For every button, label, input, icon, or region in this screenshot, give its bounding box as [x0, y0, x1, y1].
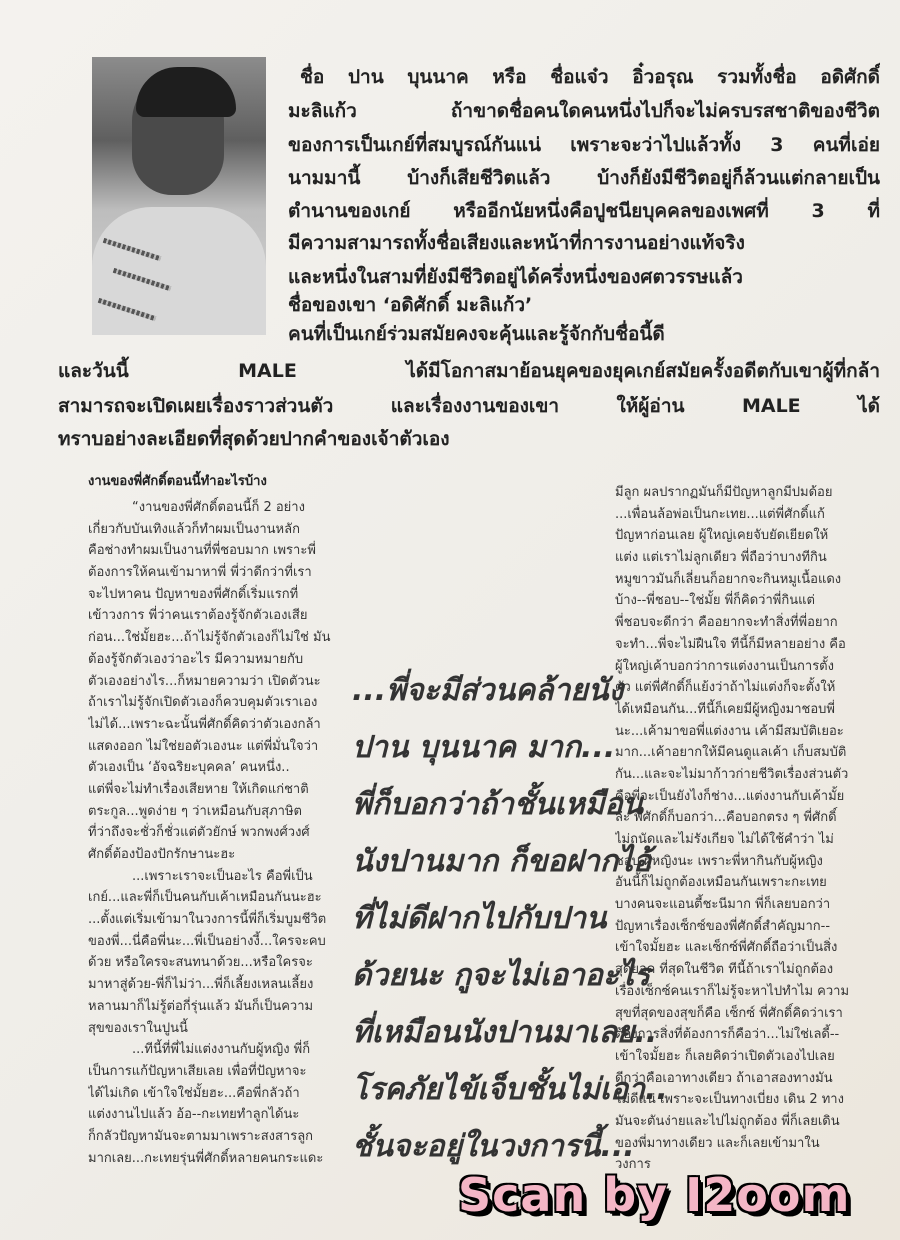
body-text-line: จะทำ...พี่จะไม่ฝืนใจ ทีนี้ก็มีหลายอย่าง คือ [615, 636, 846, 652]
body-text-line: แต่ง แต่เราไม่ลูกเดียว พี่ถือว่าบางทีกิน [615, 550, 827, 566]
body-text-line: แต่งงานไปแล้ว อ้อ--กะเทยทำลูกได้นะ [88, 1107, 300, 1123]
body-text-line: หมูขาวมันก็เลี่ยนก็อยากจะกินหมูเนื้อแดง [615, 571, 842, 587]
pull-quote-line: โรคภัยไข้เจ็บชั้นไม่เอา.. [352, 1072, 668, 1107]
body-text-line: ของพี่...นี่คือพี่นะ...พี่เป็นอย่างงี้...ใครจะคบ [88, 933, 326, 949]
intro-line: ทราบอย่างละเอียดที่สุดด้วยปากคำของเจ้าตัวเอง [58, 428, 450, 450]
body-text-line: ไม่ดีแน่ เพราะจะเป็นทางเบี่ยง เดิน 2 ทาง [615, 1092, 844, 1108]
body-text-line: ได้เหมือนกัน...ทีนี้ก็เคยมีผู้หญิงมาชอบพี่ [615, 701, 835, 717]
body-text-line: สุขที่สุดของสุขก็คือ เซ็กซ์ พี่ศักดิ์คิดว่าเรา [615, 1005, 843, 1021]
body-text-line: ก่อน...ใช่มั้ยฮะ...ถ้าไม่รู้จักตัวเองก็ไม่ใช่ มัน [88, 630, 331, 646]
body-text-line: สุดยอด ที่สุดในชีวิต ทีนี้ถ้าเราไม่ถูกต้อง [615, 962, 834, 978]
body-text-line: จะไปหาคน ปัญหาของพี่ศักดิ์เริ่มแรกที่ [88, 586, 299, 602]
body-text-line: นะ...เค้ามาขอพี่แต่งงาน เค้ามีสมบัติเยอะ [615, 723, 844, 739]
body-text-line: มาหาสู่ด้วย-พี่ก็ไม่ว่า...พี่ก็เลี้ยงเหลนเลี้ยง [88, 977, 314, 993]
intro-line: สามารถจะเปิดเผยเรื่องราวส่วนตัว และเรื่องงานของเขา ให้ผู้อ่าน MALE ได้ [58, 395, 880, 417]
body-text-line: ต้องการให้คนเข้ามาหาพี่ พี่ว่าดีกว่าที่เรา [88, 565, 312, 581]
body-text-line: เป็นการแก้ปัญหาเสียเลย เพื่อที่ปัญหาจะ [88, 1063, 307, 1079]
intro-line: ชื่อของเขา ‘อดิศักดิ์ มะลิแก้ว’ [288, 294, 533, 316]
section-heading: งานของพี่ศักดิ์ตอนนี้ทำอะไรบ้าง [88, 474, 267, 489]
body-text-line: ที่ว่าถึงจะชั่วก็ชั่วแต่ตัวยักษ์ พวกพงศ์วงศ์ [88, 825, 310, 841]
body-text-line: มันจะตันง่ายและไปไม่ถูกต้อง พี่ก็เลยเดิน [615, 1113, 840, 1129]
body-text-line: เข้าใจมั้ยฮะ และเซ็กซ์พี่ศักดิ์ถือว่าเป็นสิ่ง [615, 940, 838, 956]
body-text-line: เรื่องเซ็กซ์คนเราก็ไม่รู้จะหาไปทำไม ความ [615, 983, 850, 999]
body-text-line: คือช่างทำผมเป็นงานที่พี่ชอบมาก เพราะพี่ [88, 543, 316, 559]
watermark: Scan by I2oom [458, 1168, 851, 1222]
left-column [88, 470, 348, 1169]
body-text-line: ตระกูล...พูดง่าย ๆ ว่าเหมือนกับสุภาษิต [88, 803, 302, 819]
body-text-line: ปัญหาก่อนเลย ผู้ใหญ่เคยจับยัดเยียดให้ [615, 528, 829, 544]
body-text-line: บางคนจะแอนตี้ชะนีมาก พี่ก็เลยบอกว่า [615, 897, 831, 913]
body-text-line: วงการ [615, 1157, 651, 1173]
body-text-line: มากเลย...กะเทยรุ่นพี่ศักดิ์หลายคนกระแดะ [88, 1150, 324, 1166]
body-text-line: เกย์...และพี่ก็เป็นคนกับเค้าเหมือนกันนะฮะ [88, 890, 322, 906]
intro-line: มะลิแก้ว ถ้าขาดชื่อคนใดคนหนึ่งไปก็จะไม่ครบรสชาติของชีวิต [288, 100, 880, 122]
body-text-line: ตัวเองเป็น ‘อัจฉริยะบุคคล’ คนหนึ่ง.. [88, 760, 290, 776]
body-text-line: มีลูก ผลปรากฏมันก็มีปัญหาลูกมีปมด้อย [615, 485, 833, 500]
pull-quote-line: ปาน บุนนาค มาก... [352, 730, 616, 765]
body-text-line: ต้องรู้จักตัวเองว่าอะไร มีความหมายกับ [88, 651, 304, 667]
body-text-line: แต่พี่จะไม่ทำเรื่องเสียหาย ให้เกิดแก่ชาติ [88, 781, 309, 797]
pull-quote-line: ที่เหมือนนังปานมาเลย.. [352, 1015, 658, 1050]
body-text-line: บ้าง--พี่ชอบ--ใช่มั้ย พี่ก็คิดว่าพี่กินแต่ [615, 593, 815, 609]
intro-line: มีความสามารถทั้งชื่อเสียงและหน้าที่การงานอย่างแท้จริง [288, 232, 745, 254]
intro-line: ชื่อ ปาน บุนนาค หรือ ชื่อแจ๋ว อิ๋วอรุณ รวมทั้งชื่อ อดิศักดิ์ [300, 66, 880, 88]
body-text-line: ...ทีนี้ที่พี่ไม่แต่งงานกับผู้หญิง พี่ก็ [132, 1042, 311, 1058]
body-text-line: มาก...เค้าอยากให้มีคนดูแลเค้า เก็บสมบัติ [615, 745, 847, 761]
body-text-line: อันนี้ก็ไม่ถูกต้องเหมือนกันเพราะกะเทย [615, 875, 827, 891]
body-text-line: ได้ไม่เกิด เข้าใจใช่มั้ยฮะ...คือพี่กลัวถ้า [88, 1085, 300, 1101]
pull-quote-line: ด้วยนะ กูจะไม่เอาอะไร [352, 958, 651, 993]
body-text-line: ไม่ถนัดและไม่รังเกียจ ไม่ได้ใช้คำว่า ไม่ [615, 832, 834, 847]
body-text-line: ศักดิ์ต้องป้องปักรักษานะฮะ [88, 847, 236, 862]
body-text-line: ตัวเองอย่างไร...ก็หมายความว่า เปิดตัวนะ [88, 673, 321, 689]
intro-line: ของการเป็นเกย์ที่สมบูรณ์กันแน่ เพราะจะว่าไปแล้วทั้ง 3 คนที่เอ่ย [288, 134, 880, 156]
body-text-line: ของพี่มาทางเดียว และก็เลยเข้ามาใน [615, 1135, 820, 1151]
body-text-line: กัน...และจะไม่มาก้าวก่ายชีวิตเรื่องส่วนตัว [615, 766, 849, 782]
intro-line: และหนึ่งในสามที่ยังมีชีวิตอยู่ได้ครึ่งหนึ่งของศตวรรษแล้ว [288, 266, 743, 288]
right-column [615, 482, 887, 1176]
intro-line: ตำนานของเกย์ หรืออีกนัยหนึ่งคือปูชนียบุคคลของเพศที่ 3 ที่ [288, 200, 880, 222]
body-text-line: ...เพราะเราจะเป็นอะไร คือพี่เป็น [132, 868, 313, 884]
body-text-line: หลานมาก็ไม่รู้ต่อกี่รุ่นแล้ว มันก็เป็นความ [88, 998, 314, 1014]
body-text-line: ต้องการสิ่งที่ต้องการก็คือว่า...ไม่ใช่เลดี้-- [615, 1027, 840, 1043]
body-text-line: ปัญหาเรื่องเซ็กซ์ของพี่ศักดิ์สำคัญมาก-- [615, 918, 831, 934]
body-text-line: เกี่ยวกับบันเทิงแล้วก็ทำผมเป็นงานหลัก [88, 521, 300, 537]
portrait-photo [92, 57, 266, 335]
pull-quote-line: พี่ก็บอกว่าถ้าชั้นเหมือน [352, 787, 644, 822]
body-text-line: ...ตั้งแต่เริ่มเข้ามาในวงการนี้พี่ก็เริ่มบูมชีวิต [88, 912, 327, 928]
pull-quote-line: ชั้นจะอยู่ในวงการนี้... [352, 1129, 635, 1164]
body-text-line: ด้วย หรือใครจะสนทนาด้วย...หรือใครจะ [88, 955, 313, 971]
body-text-line: ถ้าเราไม่รู้จักเปิดตัวเองก็ควบคุมตัวเราเอง [88, 695, 318, 711]
photo-hair [136, 67, 236, 117]
intro-line: และวันนี้ MALE ได้มีโอกาสมาย้อนยุคของยุคเกย์สมัยครั้งอดีตกับเขาผู้ที่กล้า [58, 360, 880, 382]
body-text-line: ก็กลัวปัญหามันจะตามมาเพราะสงสารลูก [88, 1128, 314, 1144]
intro-line: นามมานี้ บ้างก็เสียชีวิตแล้ว บ้างก็ยังมีชีวิตอยู่ก็ล้วนแต่กลายเป็น [288, 167, 880, 189]
body-text-line: สุขของเราในปูนนี้ [88, 1020, 188, 1036]
body-text-line: คือพี่จะเป็นยังไงก็ช่าง...แต่งงานกับเค้ามั้ย [615, 788, 845, 804]
body-text-line: “งานของพี่ศักดิ์ตอนนี้ก็ 2 อย่าง [132, 500, 305, 515]
pull-quote [352, 662, 668, 1175]
pull-quote-line: นังปานมาก ก็ขอฝากไอ้ [352, 844, 652, 879]
body-text-line: ดีกว่าคือเอาทางเดียว ถ้าเอาสองทางมัน [615, 1070, 833, 1086]
body-text-line: แสดงออก ไม่ใช่ยอตัวเองนะ แต่พี่มั่นใจว่า [88, 738, 319, 754]
intro-line: คนที่เป็นเกย์ร่วมสมัยคงจะคุ้นและรู้จักกับชื่อนี้ดี [288, 323, 665, 345]
body-text-line: พี่ชอบจะดีกว่า คืออยากจะทำสิ่งที่พี่อยาก [615, 615, 838, 631]
body-text-line: ชอบ ผู้หญิงนะ เพราะพี่หากินกับผู้หญิง [615, 853, 823, 869]
body-text-line: ตัว แต่พี่ศักดิ์ก็แย้งว่าถ้าไม่แต่งก็จะตั้งให้ [615, 680, 836, 696]
body-text-line: ไม่ได้...เพราะฉะนั้นพี่ศักดิ์คิดว่าตัวเองกล้า [88, 716, 321, 732]
body-text-line: ผู้ใหญ่เค้าบอกว่าการแต่งงานเป็นการตั้ง [615, 658, 834, 674]
body-text-line: เข้าใจมั้ยฮะ ก็เลยคิดว่าเปิดตัวเองไปเลย [615, 1048, 835, 1064]
body-text-line: ล่ะ พี่ศักดิ์ก็บอกว่า...คือบอกตรง ๆ พี่ศักดิ์ [615, 810, 837, 826]
body-text-line: เข้าวงการ พี่ว่าคนเราต้องรู้จักตัวเองเสีย [88, 608, 308, 624]
body-text-line: ...เพื่อนล้อพ่อเป็นกะเทย...แต่พี่ศักดิ์แก้ [615, 506, 825, 522]
pull-quote-line: ...พี่จะมีส่วนคล้ายนัง [352, 673, 624, 708]
pull-quote-line: ที่ไม่ดีฝากไปกับปาน [352, 901, 607, 936]
